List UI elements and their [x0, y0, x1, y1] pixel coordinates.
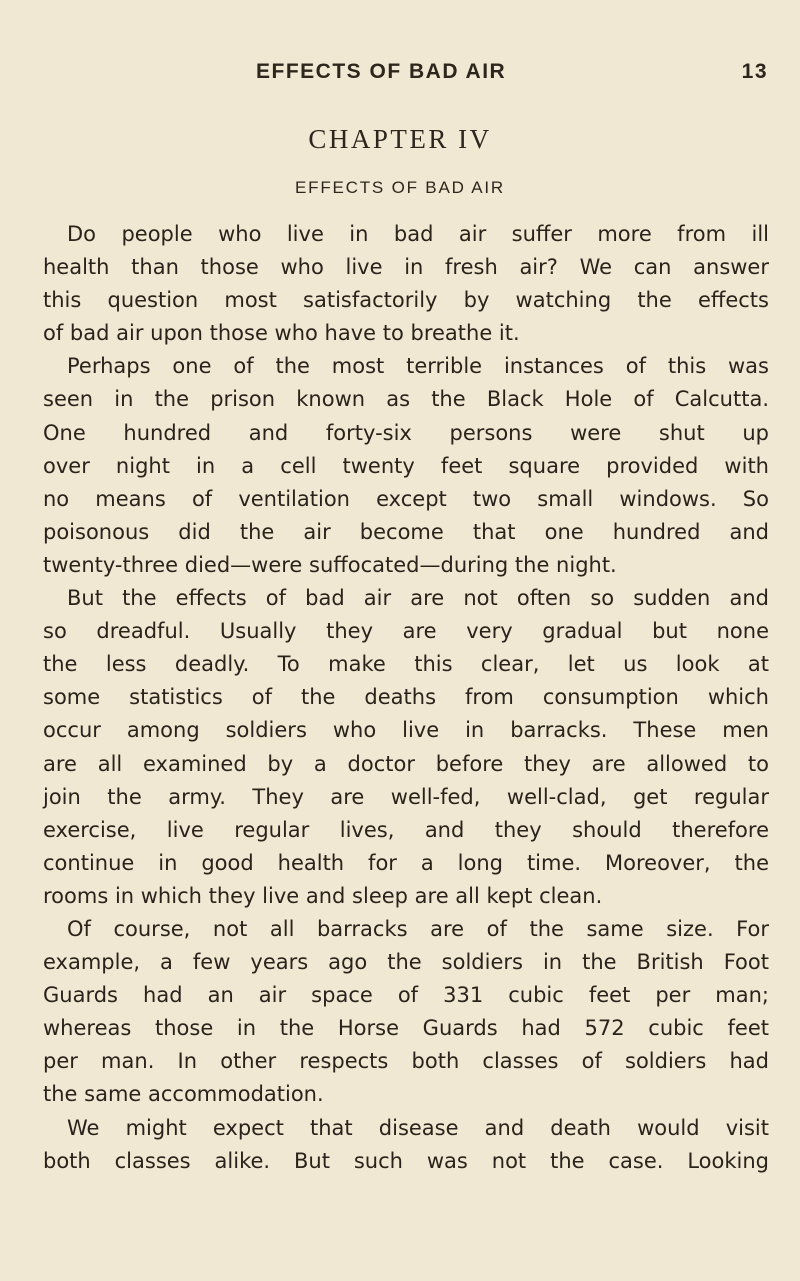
- paragraph-2: [43, 350, 769, 582]
- text-line: Perhaps one of the most terrible instances of this was: [67, 354, 769, 379]
- text-line: continue in good health for a long time. Moreover, the: [43, 850, 769, 875]
- text-line: seen in the prison known as the Black Hole of Calcutta.: [43, 387, 769, 412]
- text-line: over night in a cell twenty feet square provided with: [43, 453, 769, 478]
- text-line: example, a few years ago the soldiers in the British Foot: [43, 950, 769, 975]
- text-line: both classes alike. But such was not the case. Looking: [43, 1148, 769, 1173]
- chapter-title: EFFECTS OF BAD AIR: [295, 178, 505, 197]
- text-line: health than those who live in fresh air? We can answer: [43, 255, 769, 280]
- text-line: join the army. They are well-fed, well-clad, get regular: [43, 784, 769, 809]
- text-line: Of course, not all barracks are of the same size. For: [67, 916, 769, 941]
- paragraph-4: [43, 913, 769, 1112]
- page-number: 13: [741, 60, 768, 83]
- running-title: EFFECTS OF BAD AIR: [256, 60, 507, 83]
- paragraph-5: [43, 1112, 769, 1178]
- chapter-heading: CHAPTER IV: [308, 124, 492, 154]
- text-line: no means of ventilation except two small windows. So: [43, 486, 769, 511]
- text-line: But the effects of bad air are not often so sudden and: [67, 586, 769, 611]
- body-text: [43, 218, 769, 1178]
- text-line: this question most satisfactorily by watching the effects: [43, 288, 769, 313]
- text-line: of bad air upon those who have to breathe it.: [43, 321, 520, 346]
- text-line: rooms in which they live and sleep are all kept clean.: [43, 883, 603, 908]
- text-line: twenty-three died—were suffocated—during the night.: [43, 552, 617, 577]
- text-line: are all examined by a doctor before they are allowed to: [43, 751, 769, 776]
- paragraph-3: [43, 582, 769, 913]
- text-line: One hundred and forty-six persons were shut up: [43, 420, 769, 445]
- text-line: so dreadful. Usually they are very gradual but none: [43, 619, 769, 644]
- text-line: poisonous did the air become that one hundred and: [43, 519, 769, 544]
- text-line: the less deadly. To make this clear, let us look at: [43, 652, 769, 677]
- text-line: whereas those in the Horse Guards had 572 cubic feet: [43, 1016, 769, 1041]
- text-line: occur among soldiers who live in barracks. These men: [43, 718, 769, 743]
- text-line: We might expect that disease and death would visit: [67, 1115, 769, 1140]
- text-line: the same accommodation.: [43, 1082, 324, 1107]
- running-head: [256, 60, 768, 90]
- text-line: some statistics of the deaths from consumption which: [43, 685, 769, 710]
- text-line: Do people who live in bad air suffer more from ill: [67, 222, 769, 246]
- text-line: exercise, live regular lives, and they should therefore: [43, 817, 769, 842]
- text-line: per man. In other respects both classes of soldiers had: [43, 1049, 769, 1074]
- paragraph-1: [43, 218, 769, 350]
- text-line: Guards had an air space of 331 cubic feet per man;: [43, 983, 769, 1008]
